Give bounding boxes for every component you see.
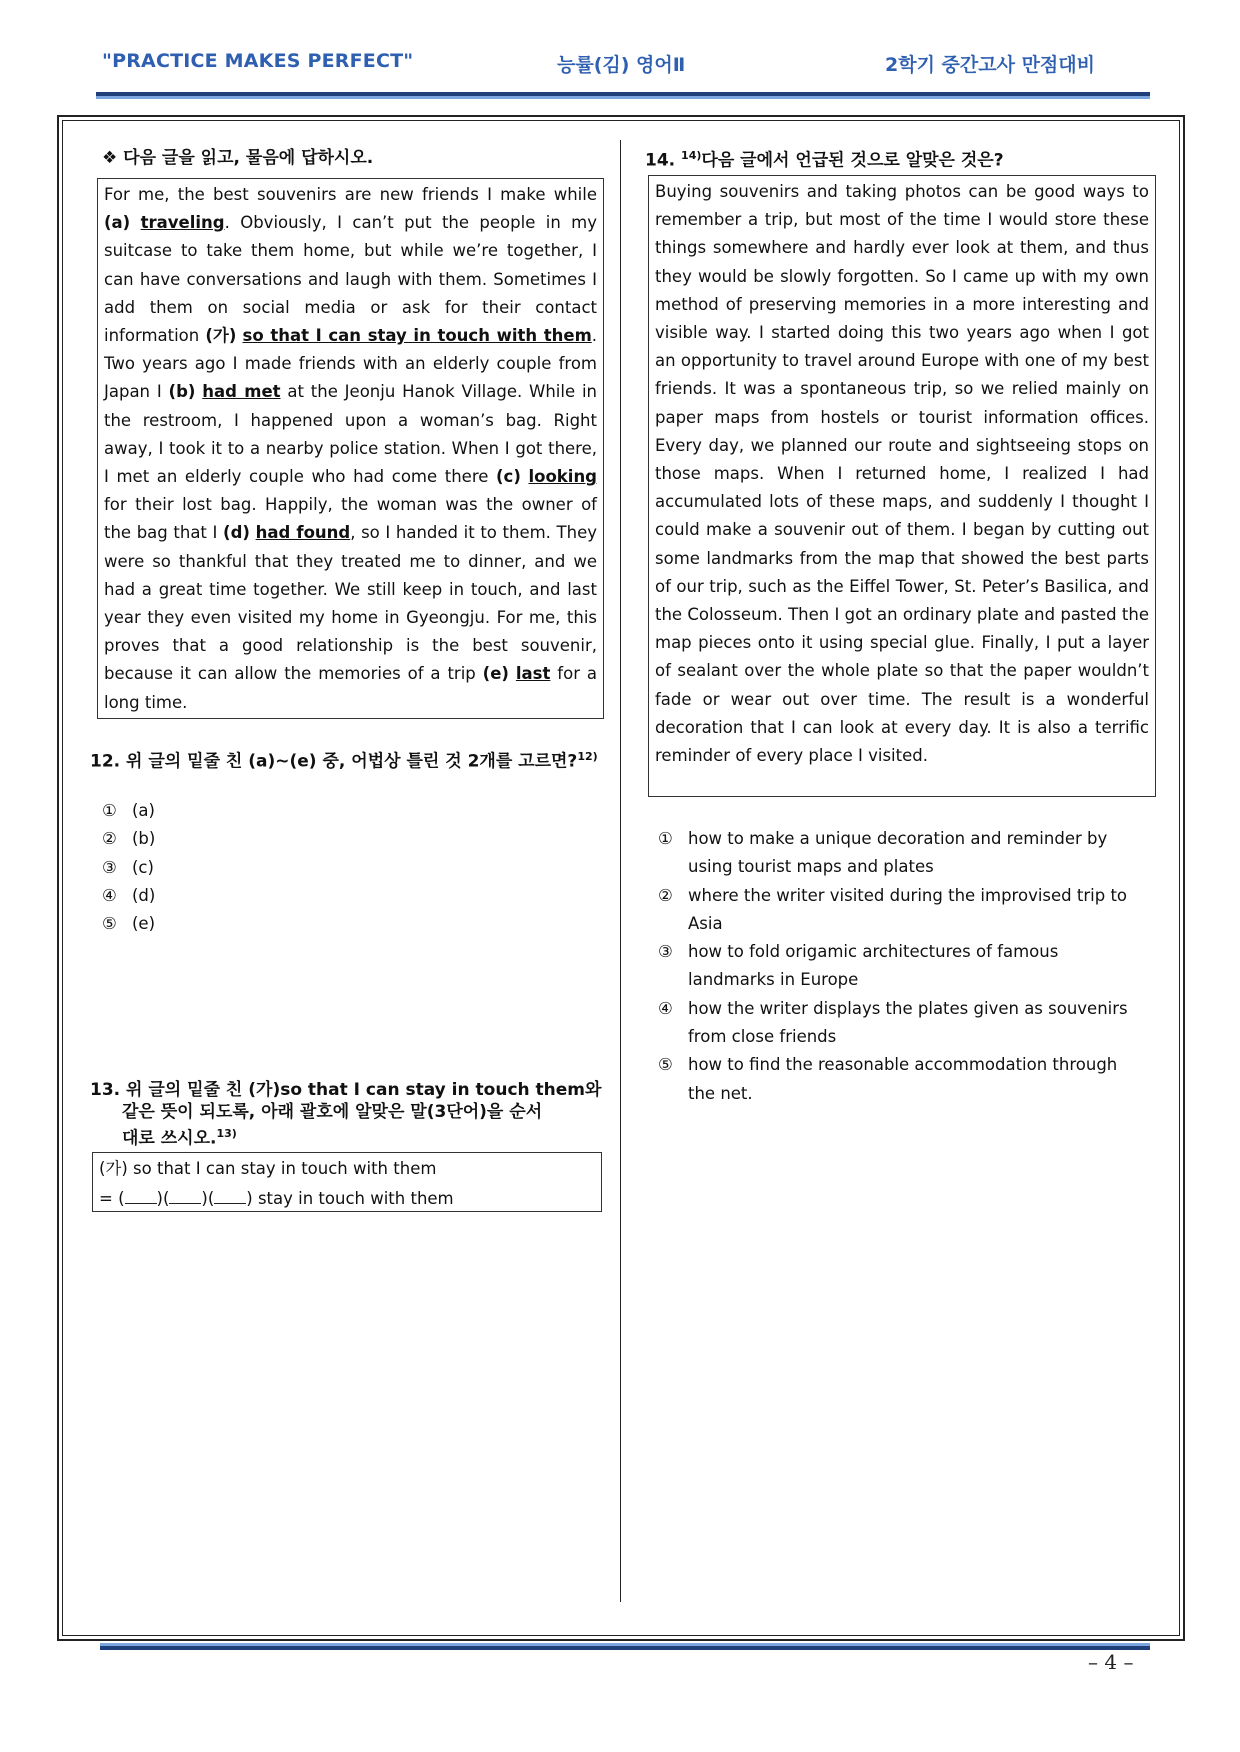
q14-choice-3[interactable] <box>658 938 1138 995</box>
choice-number-mark: ④ <box>102 885 117 905</box>
blank-suffix: ) stay in touch with them <box>246 1189 454 1208</box>
instruction-heading: ❖ 다음 글을 읽고, 물음에 답하시오. <box>102 148 374 168</box>
choice-number-mark: ④ <box>658 998 673 1018</box>
choice-number-mark: ② <box>102 829 117 849</box>
blank-separator: )( <box>156 1189 170 1208</box>
answer-blank-3[interactable] <box>214 1189 246 1204</box>
question-12-text: 위 글의 밑줄 친 (a)~(e) 중, 어법상 틀린 것 2개를 고르면? <box>126 751 578 772</box>
passage-text: for a long time. <box>104 664 597 712</box>
choice-text: how the writer displays the plates given as souvenirs from close friends <box>688 998 1128 1047</box>
choice-number-mark: ① <box>102 801 117 820</box>
question-13 <box>90 1079 602 1150</box>
underlined-a: traveling <box>140 213 225 233</box>
header-title-left: "PRACTICE MAKES PERFECT" <box>102 50 414 72</box>
question-13-line2: 같은 뜻이 되도록, 아래 괄호에 알맞은 말(3단어)을 순서 <box>122 1102 543 1122</box>
question-14-text: 다음 글에서 언급된 것으로 알맞은 것은? <box>701 150 1004 171</box>
choice-text: how to fold origamic architectures of famous landmarks in Europe <box>688 942 1059 990</box>
passage-text: for their lost bag. Happily, the woman was the owner of the bag that I <box>104 495 597 543</box>
marker-e: (e) <box>482 664 509 684</box>
q14-choice-1[interactable] <box>658 825 1138 882</box>
question-12-note: 12) <box>577 750 598 763</box>
blank-separator: )( <box>201 1189 215 1208</box>
choice-text: how to find the reasonable accommodation through the net. <box>688 1055 1118 1103</box>
answer-box-13 <box>92 1152 602 1212</box>
footer-rule <box>100 1646 1150 1650</box>
passage-text: at the Jeonju Hanok Village. While in the restroom, I happened upon a woman’s bag. Right away, I took it to a nearby police station. When I got there, I met an elderly couple who had come there <box>104 382 597 487</box>
underlined-b: had met <box>202 382 281 402</box>
choice-number-mark: ① <box>658 829 673 848</box>
q14-choice-2[interactable] <box>658 882 1138 939</box>
header-title-middle: 능률(김) 영어Ⅱ <box>557 54 686 76</box>
answer-blank-1[interactable] <box>125 1189 157 1204</box>
marker-a: (a) <box>104 213 131 233</box>
question-14-note: 14) <box>681 149 702 162</box>
q12-choice-3[interactable] <box>102 854 582 882</box>
passage-text: . Obviously, I can’t put the people in my suitcase to take them home, but while we’re together, I can have conversations and laugh with them. Sometimes I add them on social media or ask for their contact information <box>104 213 597 346</box>
q14-choice-4[interactable] <box>658 995 1138 1052</box>
choice-text: (b) <box>132 829 156 849</box>
header-title-right: 2학기 중간고사 만점대비 <box>885 54 1095 76</box>
marker-c: (c) <box>496 467 521 487</box>
column-divider <box>620 140 621 1602</box>
marker-ga: (가) <box>205 326 237 346</box>
question-14-number: 14. <box>645 150 676 171</box>
q14-choice-5[interactable] <box>658 1051 1138 1108</box>
question-12 <box>90 746 634 773</box>
passage-text: , so I handed it to them. They were so thankful that they treated me to dinner, and we had a great time together. We still keep in touch, and last year they even visited my home in Gyeongju. For me, this proves that a good relationship is the best souvenir, because it can allow the memories of a trip <box>104 523 598 684</box>
q12-choice-1[interactable] <box>102 797 582 825</box>
underlined-ga: so that I can stay in touch with them <box>242 326 592 346</box>
choice-number-mark: ⑤ <box>102 914 117 934</box>
passage-box-left <box>97 178 604 719</box>
q12-choice-4[interactable] <box>102 882 582 910</box>
question-14-choices <box>658 825 1138 1108</box>
question-13-line3: 대로 쓰시오. <box>122 1128 217 1149</box>
choice-number-mark: ⑤ <box>658 1055 673 1075</box>
choice-text: where the writer visited during the improvised trip to Asia <box>688 885 1128 933</box>
choice-text: (e) <box>132 914 156 934</box>
q12-choice-2[interactable] <box>102 825 582 853</box>
question-12-choices <box>102 797 582 938</box>
underlined-c: looking <box>528 467 597 487</box>
passage-text: . Two years ago I made friends with an elderly couple from Japan I <box>104 326 598 402</box>
choice-text: (c) <box>132 857 154 877</box>
answer-box-line1: (가) so that I can stay in touch with them <box>99 1159 437 1178</box>
header-rule-accent <box>96 96 1150 99</box>
choice-text: (a) <box>132 801 155 820</box>
underlined-d: had found <box>255 523 351 543</box>
choice-text: (d) <box>132 885 156 905</box>
question-13-note: 13) <box>216 1127 237 1140</box>
q12-choice-5[interactable] <box>102 910 582 938</box>
choice-number-mark: ③ <box>102 857 117 877</box>
answer-box-line2 <box>93 1185 601 1215</box>
blank-prefix: = ( <box>99 1189 125 1208</box>
question-13-line1: 위 글의 밑줄 친 (가)so that I can stay in touch them와 <box>126 1080 602 1100</box>
page-number: – 4 – <box>1088 1650 1134 1674</box>
choice-number-mark: ② <box>658 885 673 905</box>
marker-d: (d) <box>223 523 250 543</box>
marker-b: (b) <box>168 382 196 402</box>
question-12-number: 12. <box>90 751 121 772</box>
answer-blank-2[interactable] <box>169 1189 201 1204</box>
underlined-e: last <box>515 664 551 684</box>
choice-text: how to make a unique decoration and reminder by using tourist maps and plates <box>688 829 1108 877</box>
question-14 <box>645 145 1145 172</box>
question-13-number: 13. <box>90 1080 121 1100</box>
passage-box-right: Buying souvenirs and taking photos can be good ways to remember a trip, but most of the time I would store these things somewhere and hardly ever look at them, and thus they would be slowly forgotten. So I came up with my own method of preserving memories in a more interesting and visible way. I started doing this two years ago when I got an opportunity to travel around Europe with one of my best friends. It was a spontaneous trip, so we relied mainly on paper maps from hostels or tourist information offices. Every day, we planned our route and sightseeing stops on those maps. When I returned home, I realized I had accumulated lots of these maps, and suddenly I thought I could make a souvenir out of them. I began by cutting out some landmarks from the map that showed the best parts of our trip, such as the Eiffel Tower, St. Peter’s Basilica, and the Colosseum. Then I got an ordinary plate and pasted the map pieces onto it using special glue. Finally, I put a layer of sealant over the whole plate so that the paper wouldn’t fade or wear out over time. The result is a wonderful decoration that I can look at every day. It is also a terrific reminder of every place I visited. <box>648 175 1156 797</box>
choice-number-mark: ③ <box>658 942 673 962</box>
passage-text: For me, the best souvenirs are new friends I make while <box>104 185 597 204</box>
